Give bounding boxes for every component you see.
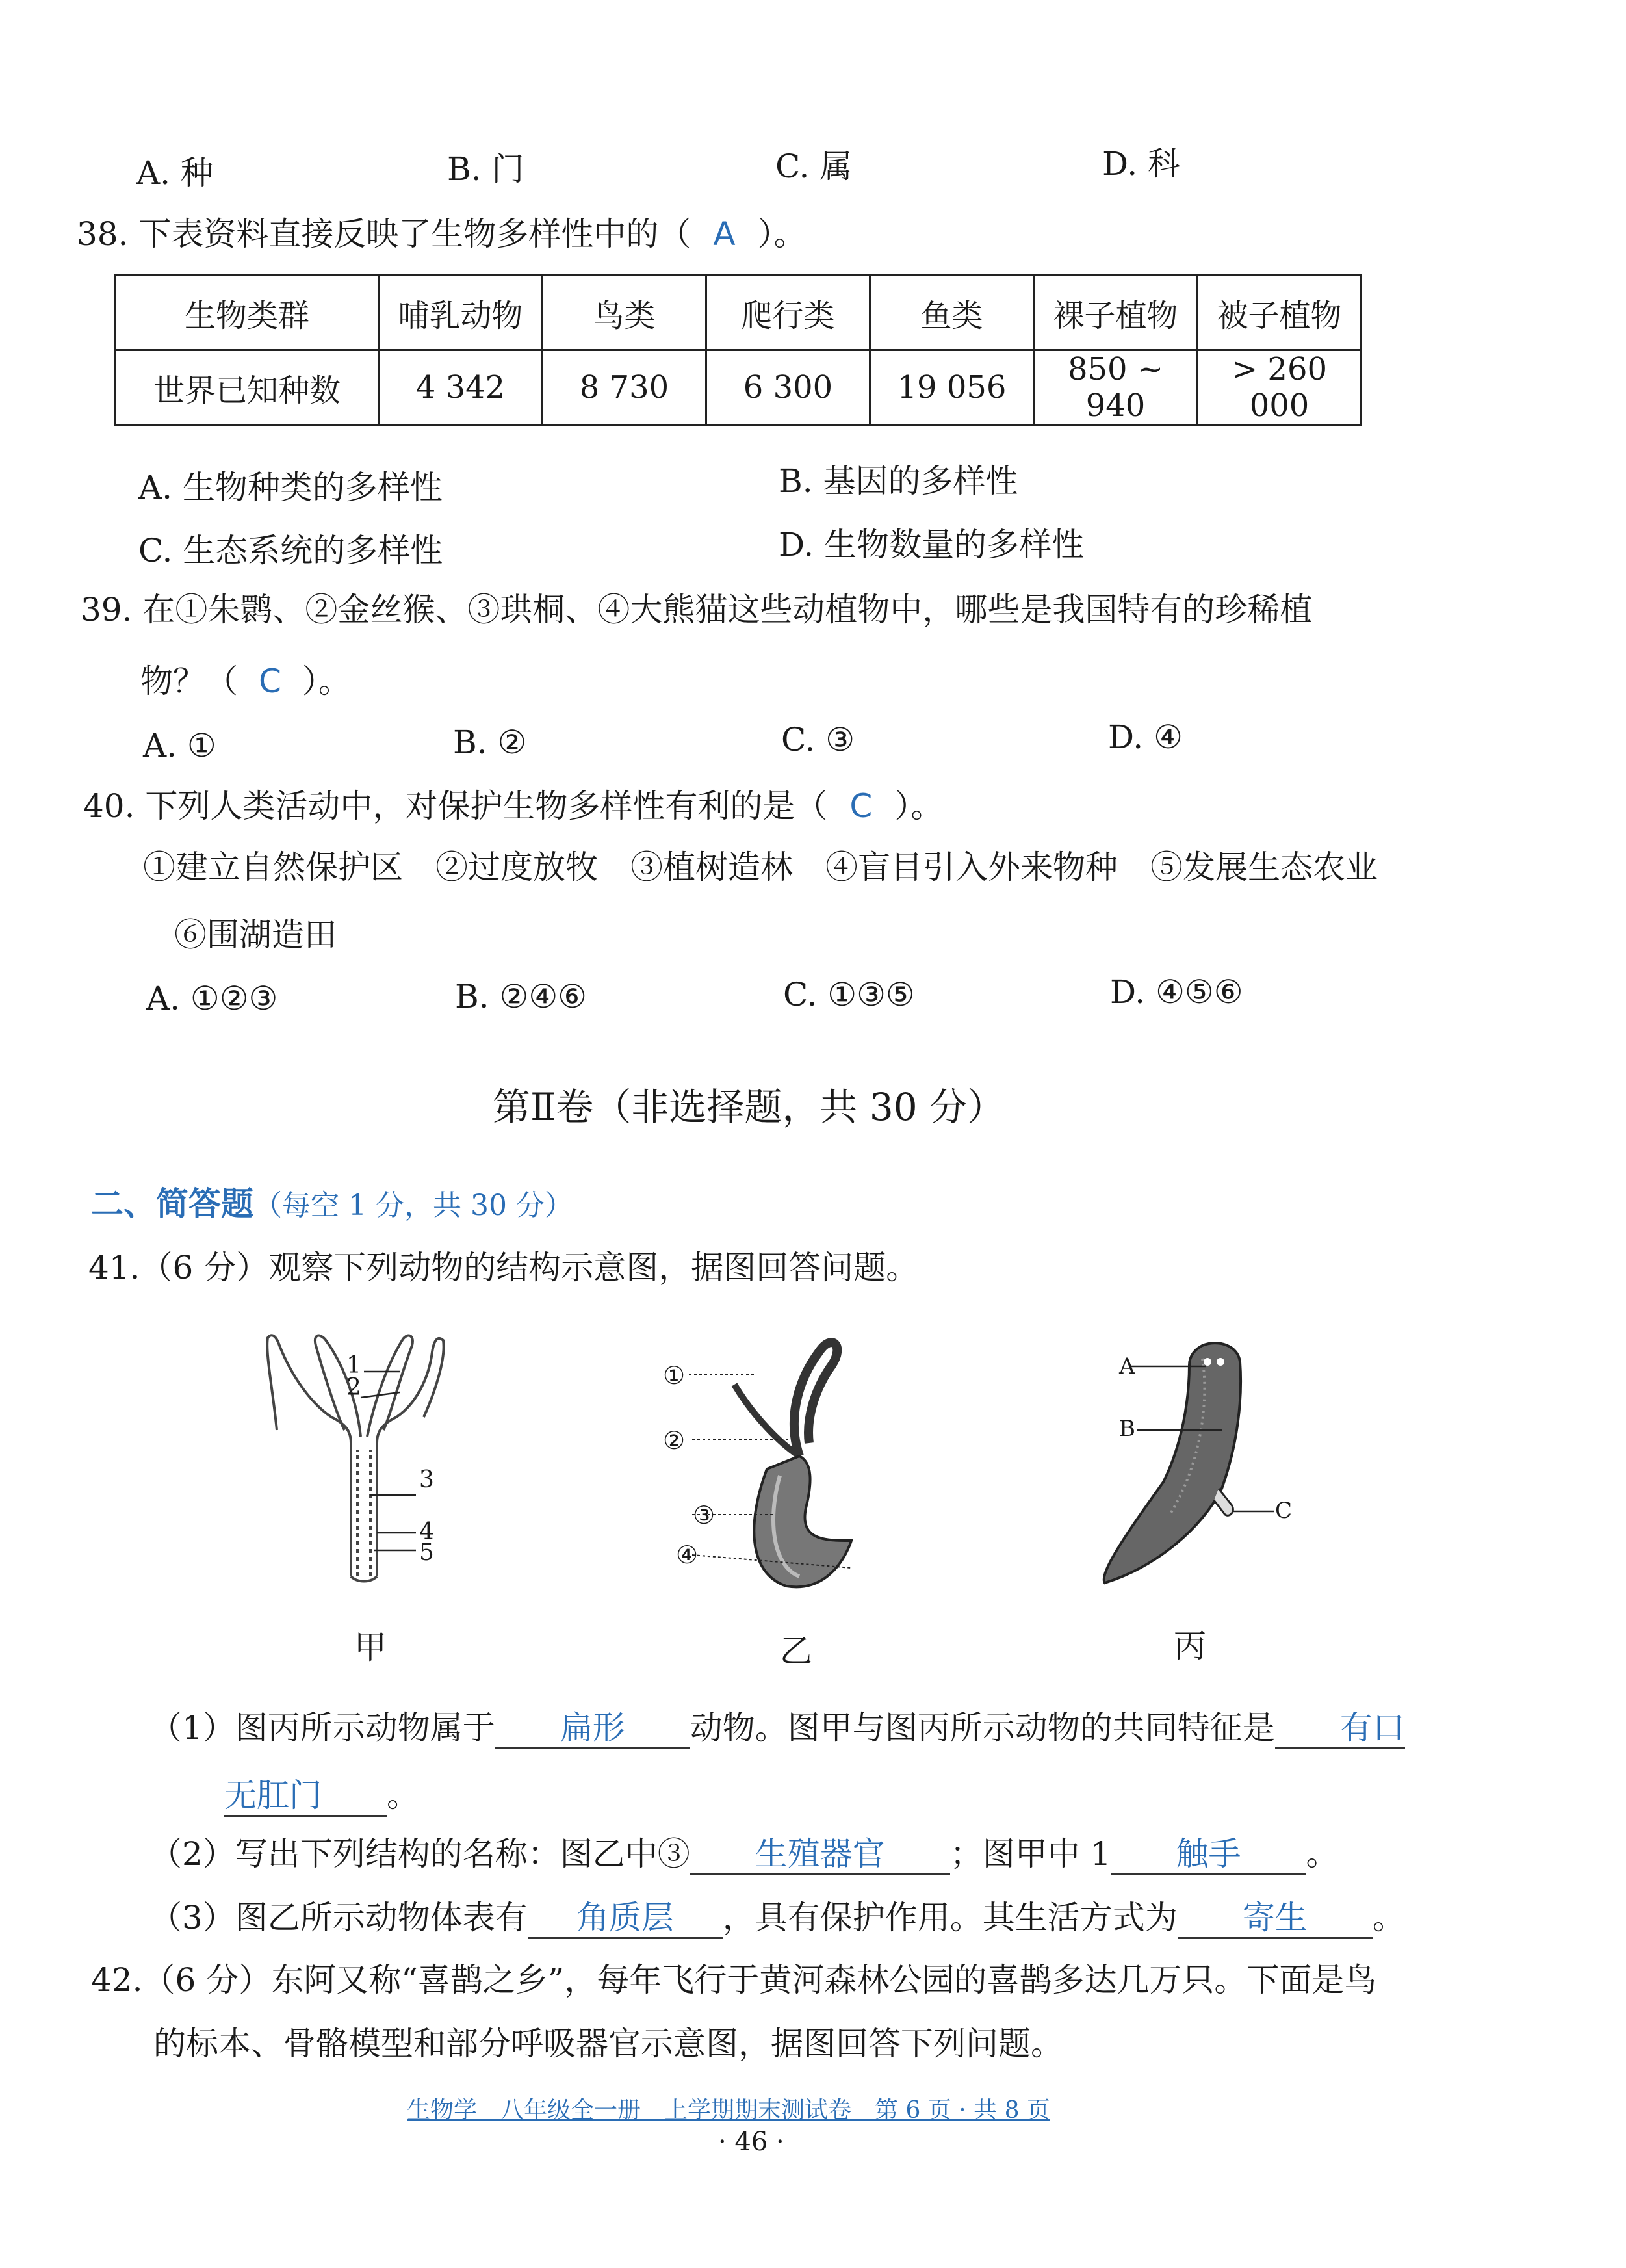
q41-sub1-answer2b: 无肛门 — [224, 1776, 387, 1817]
q41-sub2-answer1: 生殖器官 — [690, 1834, 950, 1875]
table-cell: 裸子植物 — [1034, 276, 1198, 350]
table-cell: 哺乳动物 — [379, 276, 543, 350]
q38-stem — [77, 215, 807, 254]
q41-sub1-cont — [224, 1776, 419, 1817]
q39-stem-line1: 39. 在①朱鹮、②金丝猴、③珙桐、④大熊猫这些动植物中，哪些是我国特有的珍稀植 — [81, 591, 1313, 629]
q41-sub1-text-a: （1）图丙所示动物属于 — [149, 1709, 495, 1747]
q41-sub3-text-a: （3）图乙所示动物体表有 — [149, 1899, 528, 1936]
q40-items-line2: ⑥围湖造田 — [174, 916, 337, 954]
table-cell: 鱼类 — [870, 276, 1034, 350]
q42-stem-line2: 的标本、骨骼模型和部分呼吸器官示意图，据图回答下列问题。 — [153, 2025, 1063, 2063]
q41-sub1-answer1: 扁形 — [495, 1708, 690, 1749]
section2-note: （每空 1 分，共 30 分） — [253, 1189, 573, 1222]
q40-stem-post: ）。 — [894, 787, 944, 825]
table-cell: 4 342 — [379, 350, 543, 425]
page-number: · 46 · — [718, 2127, 784, 2157]
q37-option-c: C. 属 — [775, 148, 853, 185]
q40-option-d: D. ④⑤⑥ — [1110, 973, 1243, 1011]
planarian-label-c: C — [1275, 1498, 1293, 1524]
q39-option-c: C. ③ — [781, 721, 855, 759]
roundworm-label-2: ② — [663, 1426, 686, 1455]
q41-stem: 41.（6 分）观察下列动物的结构示意图，据图回答问题。 — [88, 1249, 919, 1286]
q40-items-line1: ①建立自然保护区 ②过度放牧 ③植树造林 ④盲目引入外来物种 ⑤发展生态农业 — [143, 848, 1378, 886]
page-footer-text: 生物学 八年级全一册 上学期期末测试卷 第 6 页 · 共 8 页 — [407, 2097, 1050, 2124]
section2-heading — [91, 1184, 573, 1225]
q40-stem — [83, 787, 943, 826]
q40-option-b: B. ②④⑥ — [455, 978, 587, 1015]
q41-sub2 — [149, 1834, 1339, 1875]
q38-option-b: B. 基因的多样性 — [779, 462, 1018, 500]
table-cell: 8 730 — [543, 350, 706, 425]
q42-stem-line1: 42.（6 分）东阿又称“喜鹊之乡”，每年飞行于黄河森林公园的喜鹊多达几万只。下面是鸟 — [91, 1961, 1377, 1999]
q41-sub3-answer2: 寄生 — [1178, 1898, 1373, 1939]
q40-option-c: C. ①③⑤ — [783, 976, 915, 1013]
species-table — [114, 274, 1362, 426]
table-cell: 6 300 — [706, 350, 870, 425]
q40-stem-pre: 40. 下列人类活动中，对保护生物多样性有利的是（ — [83, 787, 828, 825]
section2-title: 二、简答题 — [91, 1184, 253, 1223]
q37-option-b: B. 门 — [447, 150, 524, 188]
table-header-row — [116, 276, 1361, 350]
q39-stem-pre: 物？（ — [140, 662, 238, 700]
roundworm-label-4: ④ — [676, 1541, 699, 1569]
q41-sub2-text-a: （2）写出下列结构的名称：图乙中③ — [149, 1835, 690, 1873]
roundworm-label-3: ③ — [693, 1501, 716, 1530]
table-cell: > 260 000 — [1198, 350, 1361, 425]
q41-sub3-text-b: ，具有保护作用。其生活方式为 — [722, 1899, 1178, 1936]
q39-option-b: B. ② — [453, 723, 527, 761]
hydra-label-1: 1 — [346, 1352, 361, 1379]
q37-option-a: A. 种 — [136, 154, 213, 192]
q41-sub1-end: 。 — [387, 1777, 419, 1814]
hydra-label-5: 5 — [419, 1539, 434, 1566]
planarian-label-b: B — [1119, 1416, 1135, 1442]
figure-label-yi: 乙 — [780, 1632, 812, 1670]
table-cell: 被子植物 — [1198, 276, 1361, 350]
q41-sub2-text-b: ；图甲中 1 — [949, 1835, 1111, 1873]
q41-sub3-answer1: 角质层 — [528, 1898, 723, 1939]
q41-sub2-end: 。 — [1306, 1835, 1339, 1873]
q41-sub1-answer2a: 有口 — [1275, 1708, 1405, 1749]
q41-sub3 — [149, 1898, 1405, 1939]
hydra-label-3: 3 — [419, 1466, 434, 1493]
q39-stem-post: ）。 — [302, 662, 351, 700]
q40-answer: C — [849, 787, 873, 825]
table-cell: 鸟类 — [543, 276, 706, 350]
q38-stem-pre: 38. 下表资料直接反映了生物多样性中的（ — [77, 215, 691, 253]
q38-option-c: C. 生态系统的多样性 — [138, 532, 443, 569]
table-cell: 生物类群 — [116, 276, 379, 350]
q39-stem-line2 — [140, 662, 351, 701]
part2-title: 第Ⅱ卷（非选择题，共 30 分） — [493, 1085, 1005, 1129]
q41-sub1-text-b: 动物。图甲与图丙所示动物的共同特征是 — [690, 1709, 1275, 1747]
q39-option-a: A. ① — [143, 727, 216, 764]
table-cell: 世界已知种数 — [116, 350, 379, 425]
q38-stem-post: ）。 — [757, 215, 807, 253]
q38-option-a: A. 生物种类的多样性 — [138, 469, 443, 506]
table-cell: 爬行类 — [706, 276, 870, 350]
q38-option-d: D. 生物数量的多样性 — [779, 526, 1085, 564]
q40-option-a: A. ①②③ — [146, 980, 278, 1017]
planarian-label-a: A — [1119, 1353, 1135, 1379]
table-row — [116, 350, 1361, 425]
q39-answer: C — [259, 662, 281, 700]
q39-option-d: D. ④ — [1108, 718, 1183, 756]
q37-option-d: D. 科 — [1102, 145, 1181, 183]
table-cell: 19 056 — [870, 350, 1034, 425]
q41-sub3-end: 。 — [1372, 1899, 1405, 1936]
hydra-label-2: 2 — [346, 1374, 361, 1401]
table-cell: 850 ~ 940 — [1034, 350, 1198, 425]
hydra-label-4: 4 — [419, 1519, 434, 1545]
q38-answer: A — [713, 215, 736, 253]
q41-sub2-answer2: 触手 — [1111, 1834, 1306, 1875]
figure-label-jia: 甲 — [354, 1628, 387, 1666]
figure-label-bing: 丙 — [1174, 1627, 1206, 1665]
q41-sub1 — [149, 1708, 1405, 1749]
roundworm-label-1: ① — [663, 1361, 686, 1390]
